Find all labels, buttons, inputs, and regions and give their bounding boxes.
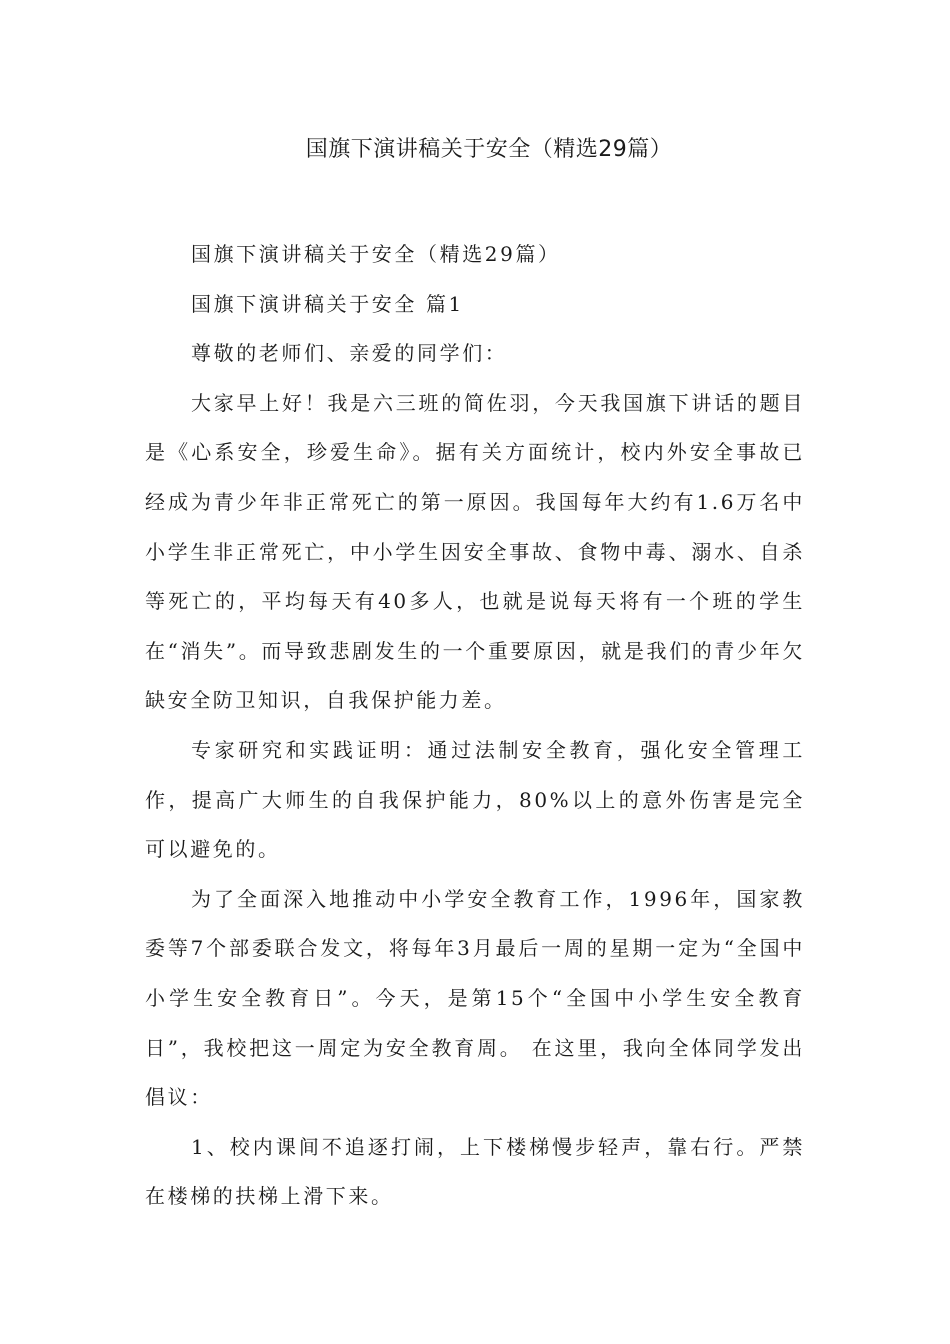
paragraph-history: 为了全面深入地推动中小学安全教育工作，1996年，国家教委等7个部委联合发文，将每年3月最后一周的星期一定为“全国中小学生安全教育日”。今天，是第15个“全国中小学生安全教育日”，我校把这一周定为安全教育周。 在这里，我向全体同学发出倡议： [145,886,805,1110]
paragraph-section-heading: 国旗下演讲稿关于安全 篇1 [191,291,464,316]
paragraph-proposal-1: 1、校内课间不追逐打闹，上下楼梯慢步轻声，靠右行。严禁在楼梯的扶梯上滑下来。 [145,1134,805,1209]
paragraph-intro: 大家早上好！我是六三班的简佐羽，今天我国旗下讲话的题目是《心系安全，珍爱生命》。据有关方面统计，校内外安全事故已经成为青少年非正常死亡的第一原因。我国每年大约有1.6万名中小学生非正常死亡，中小学生因安全事故、食物中毒、溺水、自杀等死亡的，平均每天有40多人，也就是说每天将有一个班的学生在“消失”。而导致悲剧发生的一个重要原因，就是我们的青少年欠缺安全防卫知识，自我保护能力差。 [145,390,805,713]
paragraph-salutation: 尊敬的老师们、亲爱的同学们： [191,341,508,366]
document-body [145,230,805,1222]
paragraph-expert: 专家研究和实践证明：通过法制安全教育，强化安全管理工作，提高广大师生的自我保护能力，80%以上的意外伤害是完全可以避免的。 [145,737,805,862]
paragraph-subtitle: 国旗下演讲稿关于安全（精选29篇） [191,242,561,266]
document-title: 国旗下演讲稿关于安全（精选29篇） [305,137,673,162]
